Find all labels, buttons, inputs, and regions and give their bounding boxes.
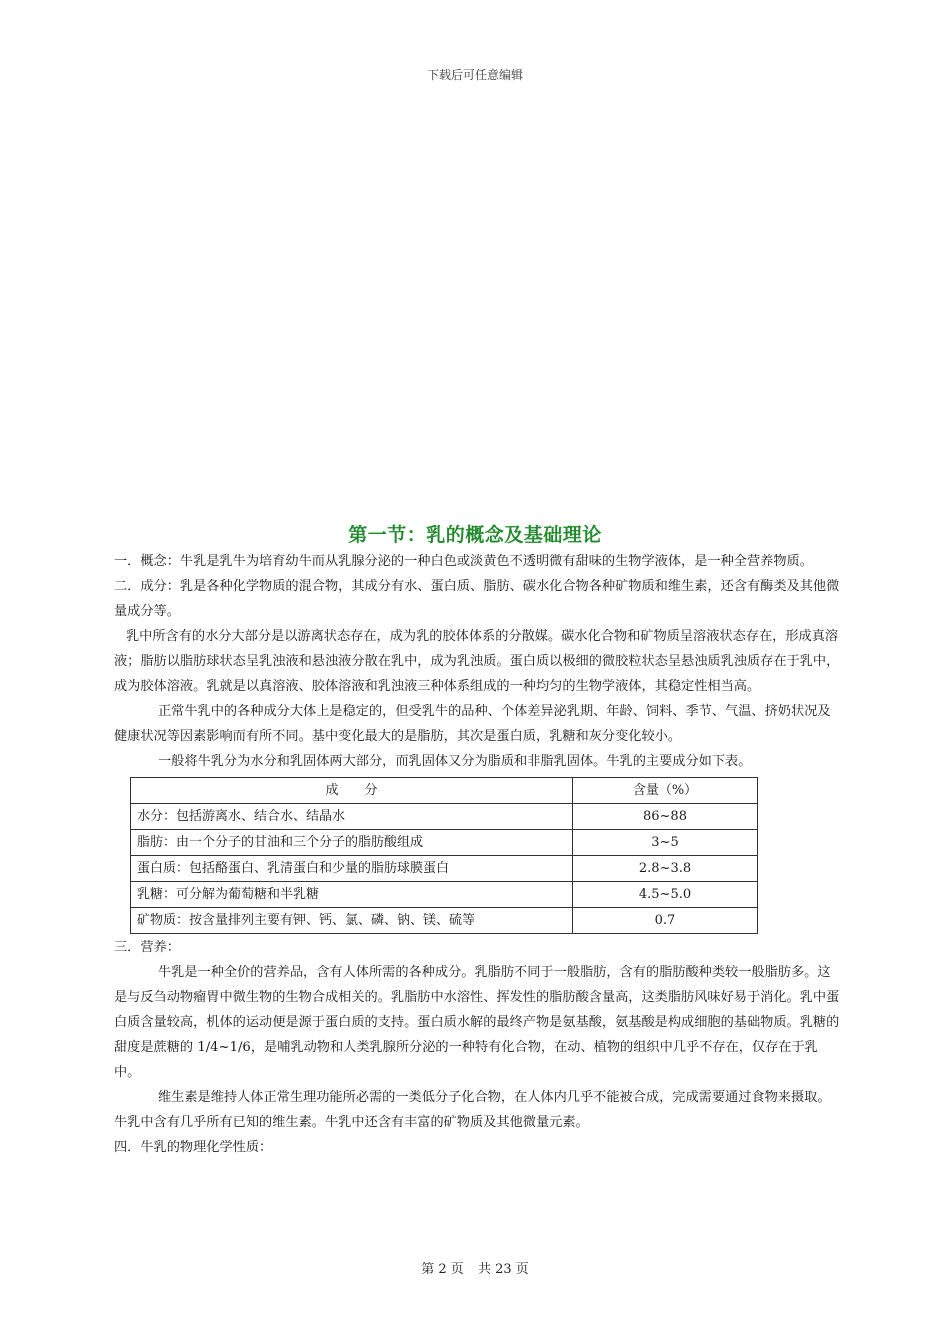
table-cell-component: 水分：包括游离水、结合水、结晶水 (131, 804, 573, 830)
paragraph-properties-heading: 四．牛乳的物理化学性质： (114, 1140, 273, 1155)
section-title: 第一节：乳的概念及基础理论 (348, 524, 602, 546)
table-row (131, 804, 758, 830)
table-row (131, 856, 758, 882)
table-cell-component: 蛋白质：包括酪蛋白、乳清蛋白和少量的脂肪球膜蛋白 (131, 856, 573, 882)
table-row (131, 830, 758, 856)
document-body (114, 549, 840, 1160)
table-cell-component: 乳糖：可分解为葡萄糖和半乳糖 (131, 882, 573, 908)
table-cell-content: 4.5~5.0 (573, 882, 758, 908)
table-cell-content: 2.8~3.8 (573, 856, 758, 882)
paragraph-nutrition-heading: 三．营养： (114, 940, 180, 955)
column-header-content: 含量（%） (573, 778, 758, 804)
paragraph-table-intro: 一般将牛乳分为水分和乳固体两大部分，而乳固体又分为脂质和非脂乳固体。牛乳的主要成分如下表。 (158, 754, 752, 769)
table-cell-content: 3~5 (573, 830, 758, 856)
paragraph-concept: 一．概念：牛乳是乳牛为培育幼牛而从乳腺分泌的一种白色或淡黄色不透明微有甜味的生物学液体，是一种全营养物质。 (114, 554, 813, 569)
page-total: 共 23 页 (477, 1262, 529, 1277)
table-cell-component: 矿物质：按含量排列主要有钾、钙、氯、磷、钠、镁、硫等 (131, 908, 573, 934)
page-footer (0, 1258, 950, 1277)
table-row (131, 908, 758, 934)
paragraph-water-state: 乳中所含有的水分大部分是以游离状态存在，成为乳的胶体体系的分散媒。碳水化合物和矿物质呈溶液状态存在，形成真溶液；脂肪以脂肪球状态呈乳浊液和悬浊液分散在乳中，成为乳浊质。蛋白质以极细的微胶粒状态呈悬浊质乳浊质存在于乳中，成为胶体溶液。乳就是以真溶液、胶体溶液和乳浊液三种体系组成的一种均匀的生物学液体，其稳定性相当高。 (114, 629, 840, 694)
table-cell-content: 0.7 (573, 908, 758, 934)
table-row (131, 882, 758, 908)
column-header-component: 成 分 (131, 778, 573, 804)
paragraph-composition: 二．成分：乳是各种化学物质的混合物，其成分有水、蛋白质、脂肪、碳水化合物各种矿物质和维生素，还含有酶类及其他微量成分等。 (114, 579, 840, 619)
page-number: 第 2 页 (421, 1262, 464, 1277)
table-header-row (131, 778, 758, 804)
paragraph-variation: 正常牛乳中的各种成分大体上是稳定的，但受乳牛的品种、个体差异泌乳期、年龄、饲料、季节、气温、挤奶状况及健康状况等因素影响而有所不同。基中变化最大的是脂肪，其次是蛋白质，乳糖和灰分变化较小。 (114, 704, 831, 744)
paragraph-vitamins: 维生素是维持人体正常生理功能所必需的一类低分子化合物，在人体内几乎不能被合成，完成需要通过食物来摄取。牛乳中含有几乎所有已知的维生素。牛乳中还含有丰富的矿物质及其他微量元素。 (114, 1090, 831, 1130)
table-cell-component: 脂肪：由一个分子的甘油和三个分子的脂肪酸组成 (131, 830, 573, 856)
composition-table (130, 777, 758, 934)
table-cell-content: 86~88 (573, 804, 758, 830)
page-header: 下载后可任意编辑 (426, 68, 523, 82)
paragraph-nutrition: 牛乳是一种全价的营养品，含有人体所需的各种成分。乳脂肪不同于一般脂肪，含有的脂肪酸种类较一般脂肪多。这是与反刍动物瘤胃中微生物的生物合成相关的。乳脂肪中水溶性、挥发性的脂肪酸含量高，这类脂肪风味好易于消化。乳中蛋白质含量较高，机体的运动便是源于蛋白质的支持。蛋白质水解的最终产物是氨基酸，氨基酸是构成细胞的基础物质。乳糖的甜度是蔗糖的 1/4~1/6，是哺乳动物和人类乳腺所分泌的一种特有化合物，在动、植物的组织中几乎不存在，仅存在于乳中。 (114, 965, 840, 1080)
